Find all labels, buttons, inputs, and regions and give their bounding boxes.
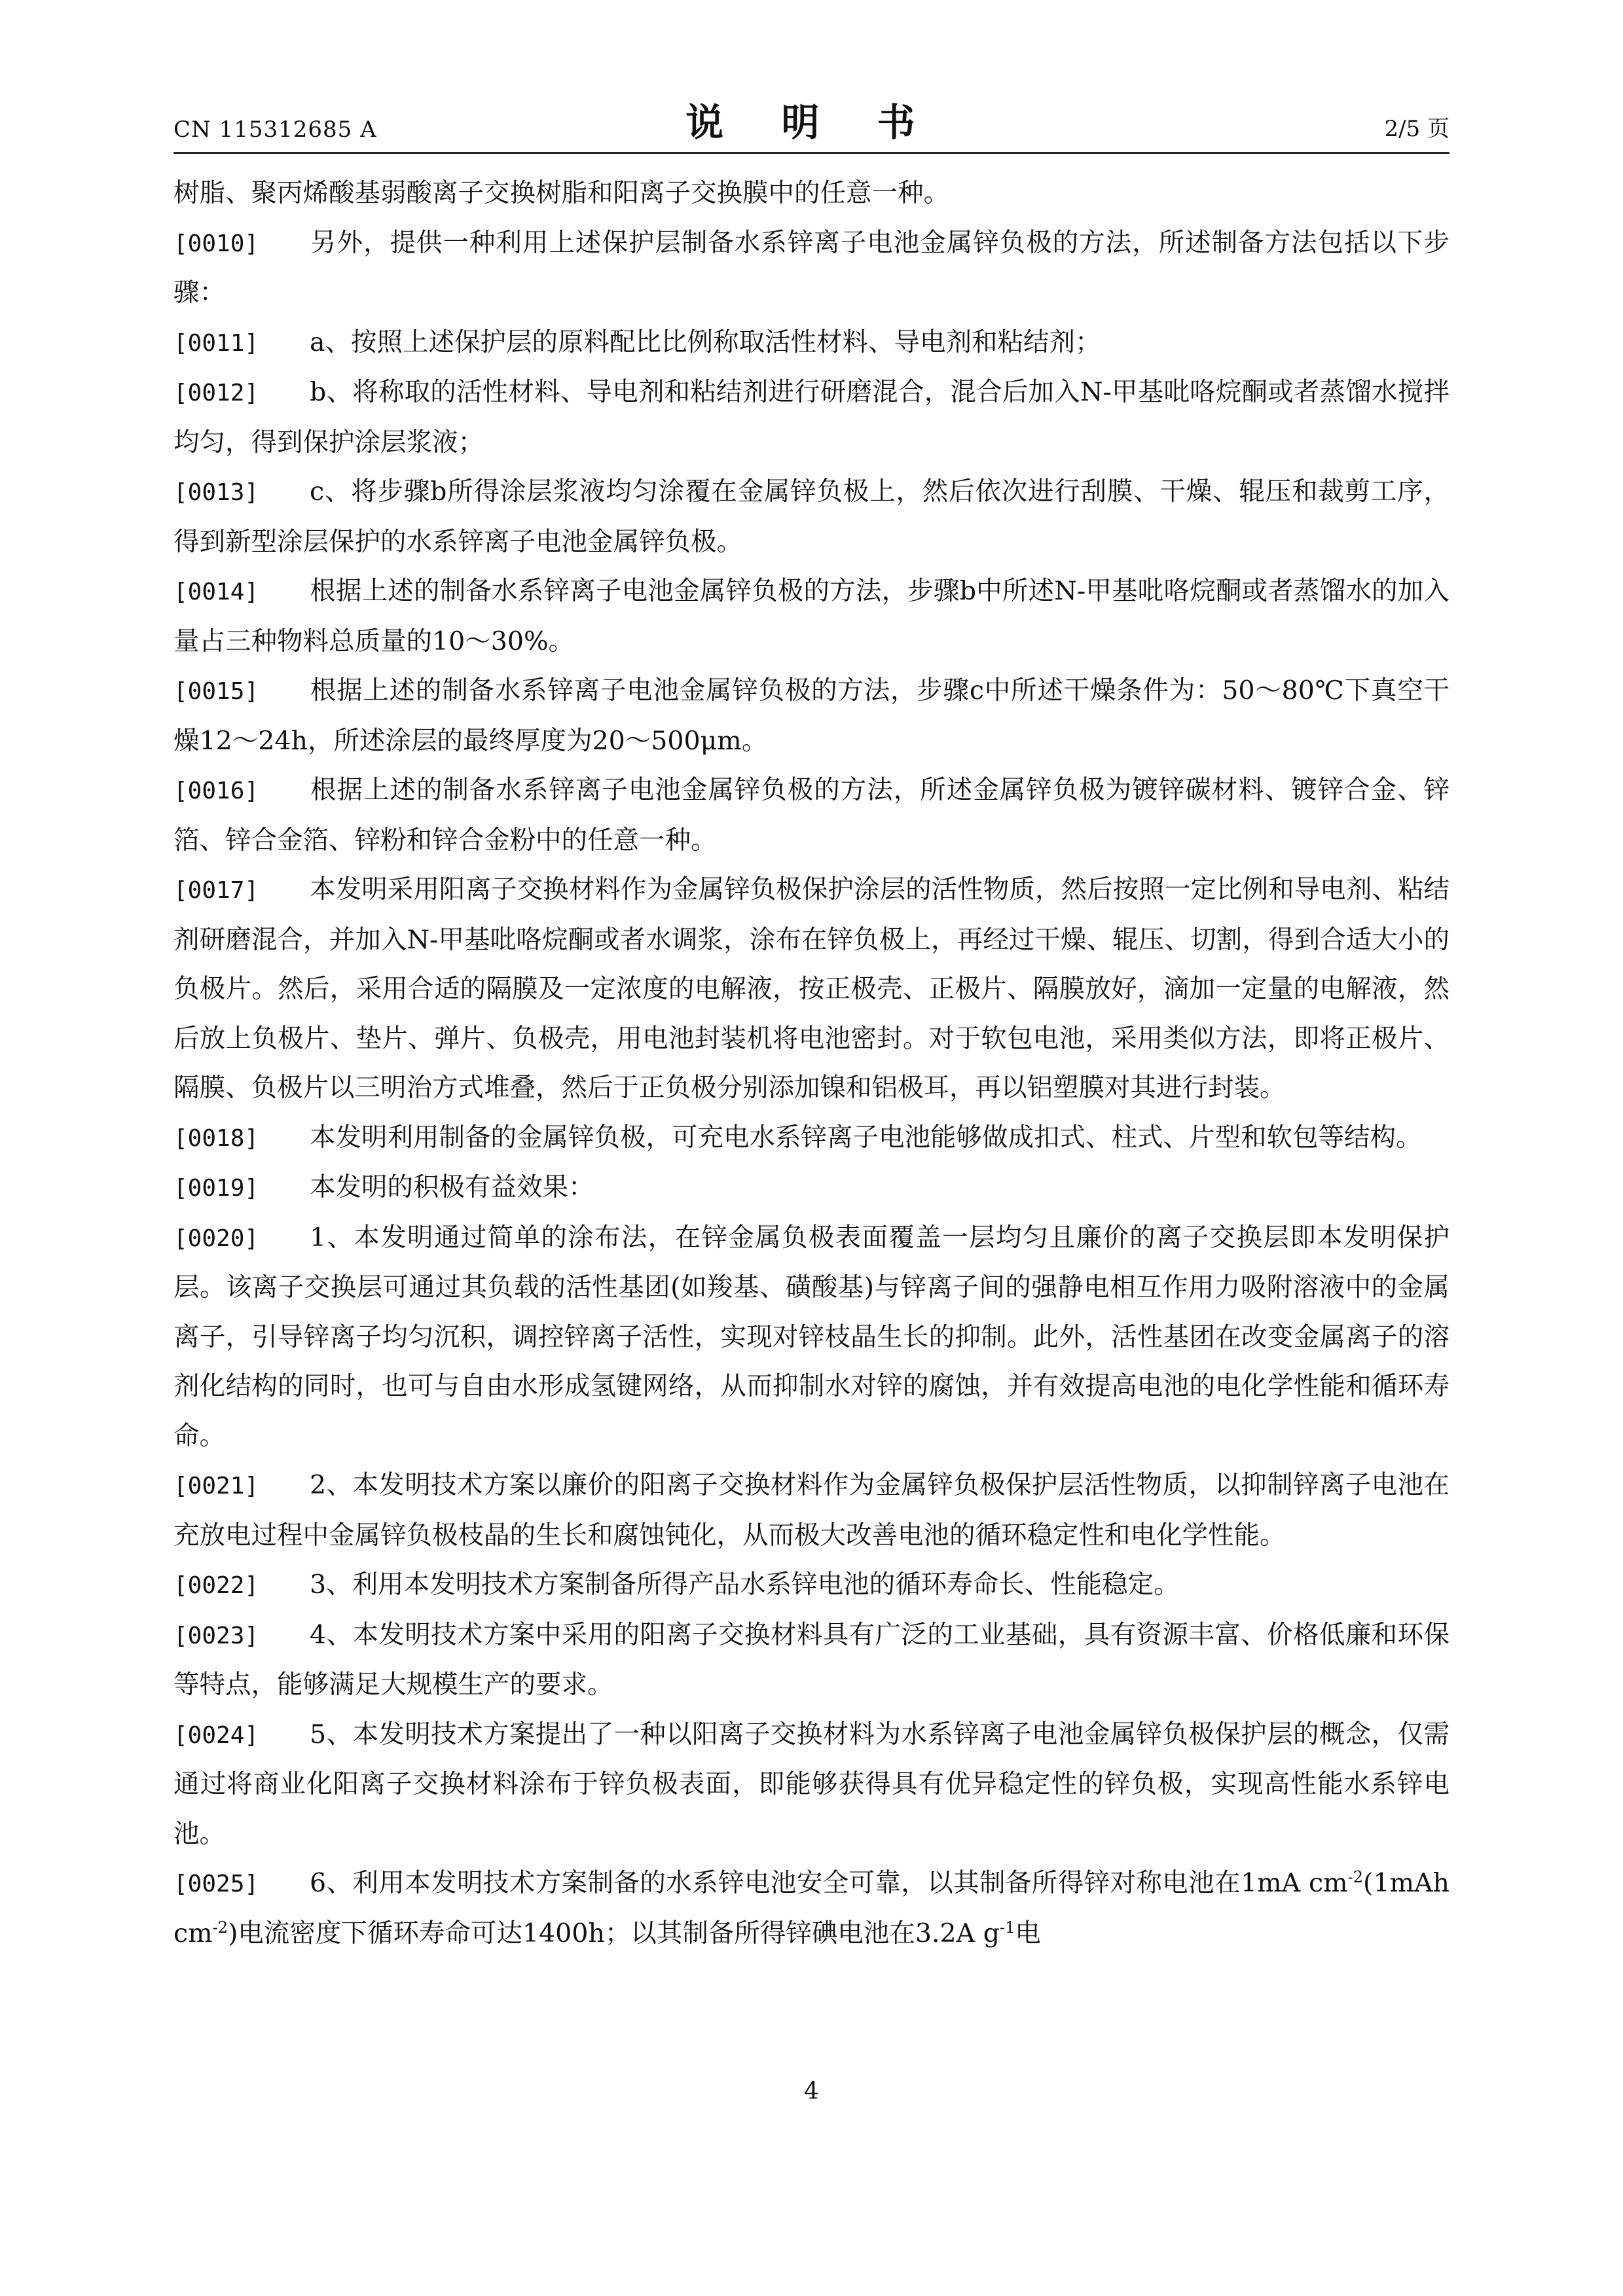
document-body xyxy=(173,169,1450,1958)
paragraph-text: 本发明的积极有益效果： xyxy=(310,1172,594,1202)
paragraph-0021 xyxy=(173,1461,1450,1560)
paragraph-0012 xyxy=(173,368,1450,467)
superscript-exponent: -2 xyxy=(1347,1867,1364,1886)
paragraph-number: [0018] xyxy=(173,1124,259,1152)
paragraph-number: [0023] xyxy=(173,1622,259,1649)
page-header xyxy=(173,98,1450,151)
paragraph-text: 5、本发明技术方案提出了一种以阳离子交换材料为水系锌离子电池金属锌负极保护层的概念，仅需通过将商业化阳离子交换材料涂布于锌负极表面，即能够获得具有优异稳定性的锌负极，实现高性能水系锌电池。 xyxy=(173,1719,1450,1849)
paragraph-number: [0013] xyxy=(173,479,259,506)
paragraph-number: [0016] xyxy=(173,778,259,804)
paragraph-0022 xyxy=(173,1560,1450,1611)
paragraph-0019 xyxy=(173,1163,1450,1213)
paragraph-number: [0010] xyxy=(173,230,259,257)
paragraph-number: [0012] xyxy=(173,380,259,406)
paragraph-0014 xyxy=(173,567,1450,666)
paragraph-text: 1、本发明通过简单的涂布法，在锌金属负极表面覆盖一层均匀且廉价的离子交换层即本发明保护层。该离子交换层可通过其负载的活性基团(如羧基、磺酸基)与锌离子间的强静电相互作用力吸附溶液中的金属离子，引导锌离子均匀沉积，调控锌离子活性，实现对锌枝晶生长的抑制。此外，活性基团在改变金属离子的溶剂化结构的同时，也可与自由水形成氢键网络，从而抑制水对锌的腐蚀，并有效提高电池的电化学性能和循环寿命。 xyxy=(173,1222,1450,1451)
paragraph-number: [0022] xyxy=(173,1572,259,1599)
paragraph-text-part: 6、利用本发明技术方案制备的水系锌电池安全可靠，以其制备所得锌对称电池在1mA cm xyxy=(310,1868,1348,1898)
paragraph-text: 另外，提供一种利用上述保护层制备水系锌离子电池金属锌负极的方法，所述制备方法包括以下步骤： xyxy=(173,227,1450,308)
paragraph-0018 xyxy=(173,1113,1450,1164)
paragraph-continuation xyxy=(173,169,1450,219)
paragraph-number: [0021] xyxy=(173,1473,259,1499)
paragraph-0020 xyxy=(173,1213,1450,1462)
paragraph-0023 xyxy=(173,1611,1450,1710)
paragraph-number: [0011] xyxy=(173,329,259,357)
paragraph-text: 根据上述的制备水系锌离子电池金属锌负极的方法，步骤b中所述N-甲基吡咯烷酮或者蒸馏水的加入量占三种物料总质量的10～30%。 xyxy=(173,576,1450,656)
paragraph-text-part: 电 xyxy=(1015,1918,1041,1948)
page-number: 4 xyxy=(804,2078,819,2105)
paragraph-text: c、将步骤b所得涂层浆液均匀涂覆在金属锌负极上，然后依次进行刮膜、干燥、辊压和裁剪工序，得到新型涂层保护的水系锌离子电池金属锌负极。 xyxy=(173,476,1450,557)
paragraph-text: 本发明利用制备的金属锌负极，可充电水系锌离子电池能够做成扣式、柱式、片型和软包等结构。 xyxy=(310,1122,1422,1153)
page-info: 2/5 页 xyxy=(1384,116,1450,142)
paragraph-number: [0024] xyxy=(173,1721,259,1749)
paragraph-text-part: (1mAh cm xyxy=(173,1868,1450,1948)
paragraph-text: b、将称取的活性材料、导电剂和粘结剂进行研磨混合，混合后加入N-甲基吡咯烷酮或者蒸馏水搅拌均匀，得到保护涂层浆液； xyxy=(173,377,1450,457)
paragraph-number: [0019] xyxy=(173,1175,259,1202)
paragraph-0024 xyxy=(173,1710,1450,1859)
paragraph-number: [0015] xyxy=(173,678,259,705)
paragraph-number: [0017] xyxy=(173,877,259,904)
paragraph-0017 xyxy=(173,865,1450,1113)
document-number: CN 115312685 A xyxy=(173,117,377,143)
paragraph-text: 2、本发明技术方案以廉价的阳离子交换材料作为金属锌负极保护层活性物质，以抑制锌离子电池在充放电过程中金属锌负极枝晶的生长和腐蚀钝化，从而极大改善电池的循环稳定性和电化学性能。 xyxy=(173,1470,1450,1551)
paragraph-0011 xyxy=(173,318,1450,368)
superscript-exponent: -2 xyxy=(212,1918,228,1937)
paragraph-text: 4、本发明技术方案中采用的阳离子交换材料具有广泛的工业基础，具有资源丰富、价格低廉和环保等特点，能够满足大规模生产的要求。 xyxy=(173,1619,1450,1700)
paragraph-number: [0014] xyxy=(173,579,259,605)
paragraph-text: a、按照上述保护层的原料配比比例称取活性材料、导电剂和粘结剂； xyxy=(310,327,1101,357)
paragraph-0013 xyxy=(173,467,1450,567)
paragraph-0010 xyxy=(173,219,1450,318)
paragraph-text: 树脂、聚丙烯酸基弱酸离子交换树脂和阳离子交换膜中的任意一种。 xyxy=(173,178,949,208)
paragraph-0015 xyxy=(173,666,1450,766)
document-title: 说 明 书 xyxy=(685,100,938,145)
paragraph-0025 xyxy=(173,1859,1450,1958)
paragraph-number: [0025] xyxy=(173,1871,259,1897)
superscript-exponent: -1 xyxy=(1000,1918,1015,1937)
paragraph-text-part: )电流密度下循环寿命可达1400h；以其制备所得锌碘电池在3.2A g xyxy=(227,1918,1000,1948)
paragraph-text: 根据上述的制备水系锌离子电池金属锌负极的方法，步骤c中所述干燥条件为：50～80℃下真空干燥12～24h，所述涂层的最终厚度为20～500μm。 xyxy=(173,675,1450,756)
paragraph-number: [0020] xyxy=(173,1225,259,1252)
paragraph-text: 本发明采用阳离子交换材料作为金属锌负极保护涂层的活性物质，然后按照一定比例和导电剂、粘结剂研磨混合，并加入N-甲基吡咯烷酮或者水调浆，涂布在锌负极上，再经过干燥、辊压、切割，得到合适大小的负极片。然后，采用合适的隔膜及一定浓度的电解液，按正极壳、正极片、隔膜放好，滴加一定量的电解液，然后放上负极片、垫片、弹片、负极壳，用电池封装机将电池密封。对于软包电池，采用类似方法，即将正极片、隔膜、负极片以三明治方式堆叠，然后于正负极分别添加镍和铝极耳，再以铝塑膜对其进行封装。 xyxy=(173,874,1450,1103)
paragraph-text: 根据上述的制备水系锌离子电池金属锌负极的方法，所述金属锌负极为镀锌碳材料、镀锌合金、锌箔、锌合金箔、锌粉和锌合金粉中的任意一种。 xyxy=(173,775,1450,855)
paragraph-0016 xyxy=(173,766,1450,865)
paragraph-text: 3、利用本发明技术方案制备所得产品水系锌电池的循环寿命长、性能稳定。 xyxy=(310,1570,1180,1600)
header-rule xyxy=(173,152,1450,154)
